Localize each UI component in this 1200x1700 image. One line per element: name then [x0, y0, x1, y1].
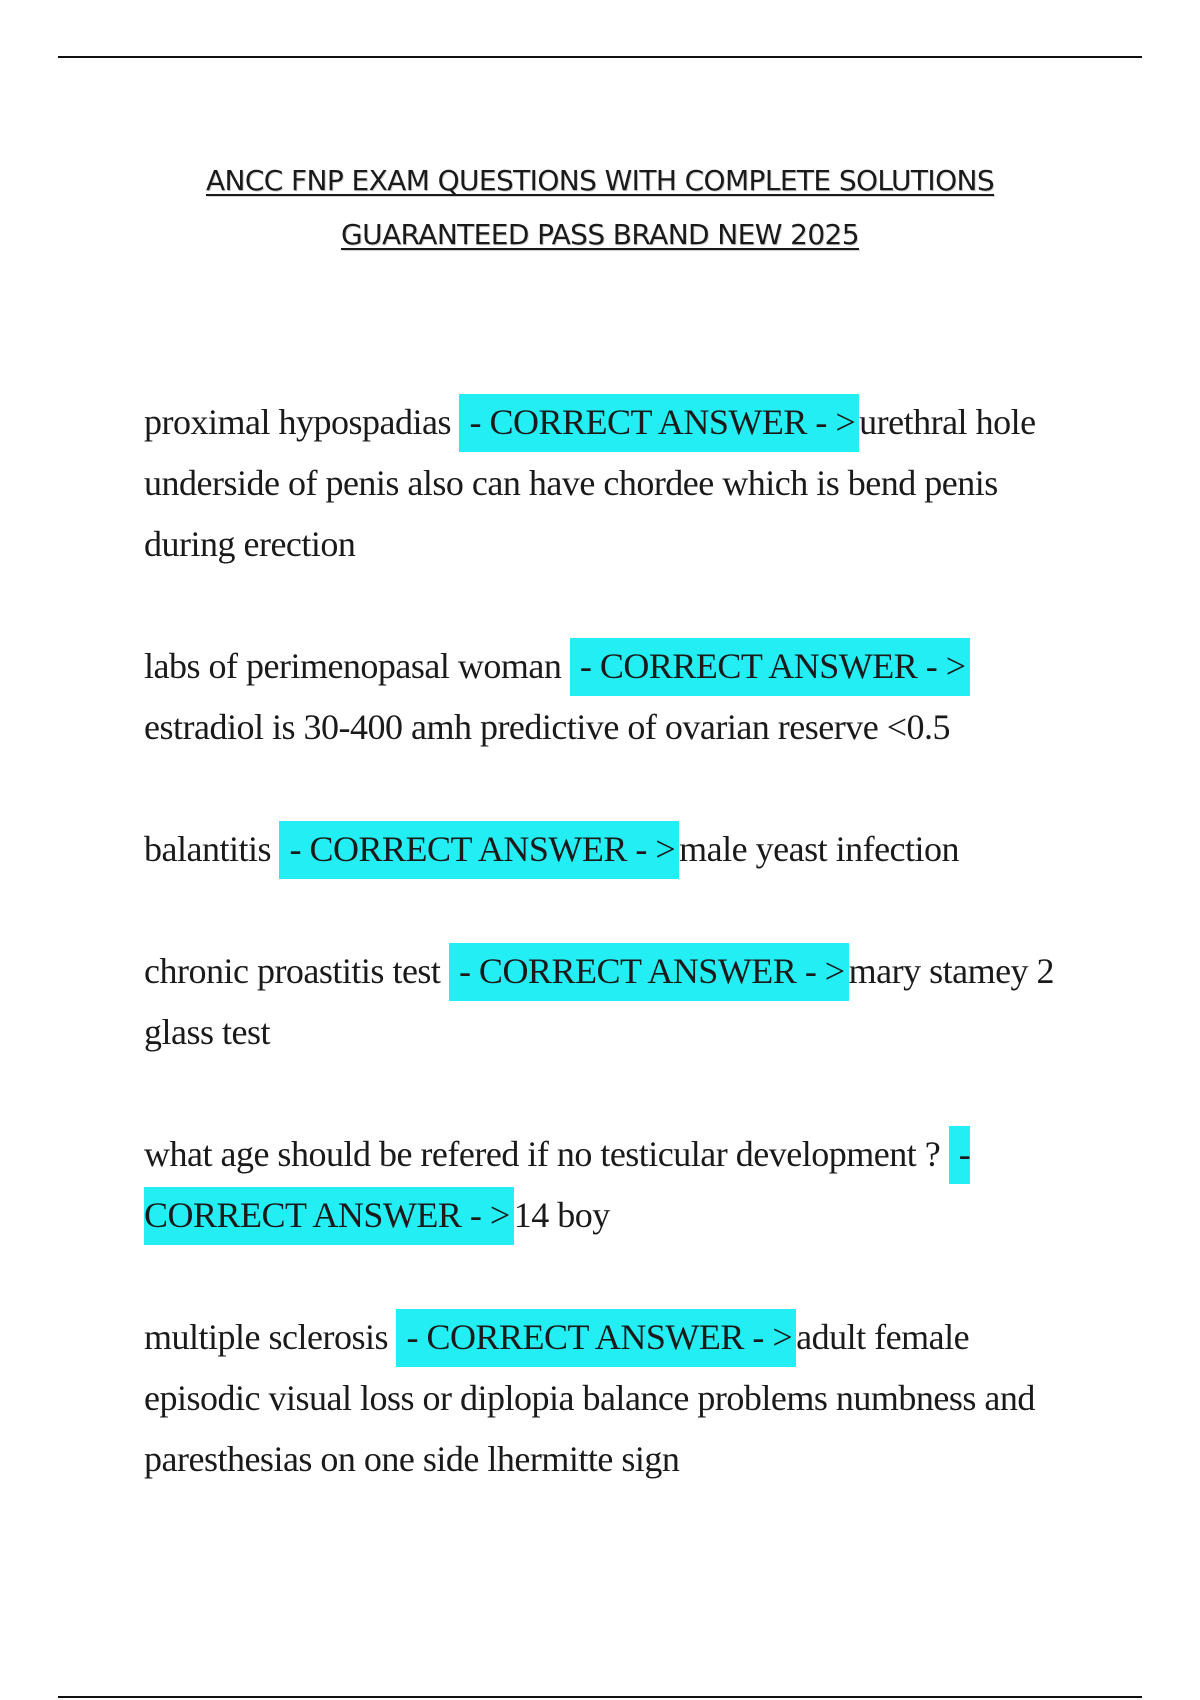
qa-entry — [144, 636, 1064, 758]
bottom-rule — [58, 1696, 1142, 1698]
qa-entry — [144, 1307, 1064, 1490]
question-text: proximal hypospadias — [144, 402, 451, 442]
question-text: multiple sclerosis — [144, 1317, 388, 1357]
correct-answer-marker: - CORRECT ANSWER - > — [396, 1309, 796, 1367]
qa-list — [144, 392, 1064, 1551]
question-text: chronic proastitis test — [144, 951, 441, 991]
title-line-2: GUARANTEED PASS BRAND NEW 2025 — [341, 218, 859, 251]
question-text: balantitis — [144, 829, 271, 869]
answer-text: adult female episodic visual loss or diplopia balance problems numbness and paresthesias on one side lhermitte sign — [144, 1317, 1035, 1479]
document-title — [100, 154, 1100, 262]
answer-text: male yeast infection — [679, 829, 960, 869]
question-text: labs of perimenopasal woman — [144, 646, 562, 686]
correct-answer-marker: - CORRECT ANSWER - > — [279, 821, 679, 879]
title-line-1: ANCC FNP EXAM QUESTIONS WITH COMPLETE SOLUTIONS — [205, 164, 995, 197]
top-rule — [58, 56, 1142, 58]
answer-text: mary stamey 2 glass test — [144, 951, 1055, 1052]
qa-entry — [144, 1124, 1064, 1246]
answer-text: urethral hole underside of penis also can have chordee which is bend penis during erection — [144, 402, 1036, 564]
correct-answer-marker: - CORRECT ANSWER - > — [144, 1126, 970, 1245]
correct-answer-marker: - CORRECT ANSWER - > — [459, 394, 859, 452]
answer-text: 14 boy — [513, 1195, 610, 1235]
question-text: what age should be refered if no testicular development ? — [144, 1134, 941, 1174]
answer-text: estradiol is 30-400 amh predictive of ovarian reserve <0.5 — [144, 707, 951, 747]
qa-entry — [144, 941, 1064, 1063]
correct-answer-marker: - CORRECT ANSWER - > — [449, 943, 849, 1001]
qa-entry — [144, 392, 1064, 575]
correct-answer-marker: - CORRECT ANSWER - > — [570, 638, 970, 696]
qa-entry — [144, 819, 1064, 880]
